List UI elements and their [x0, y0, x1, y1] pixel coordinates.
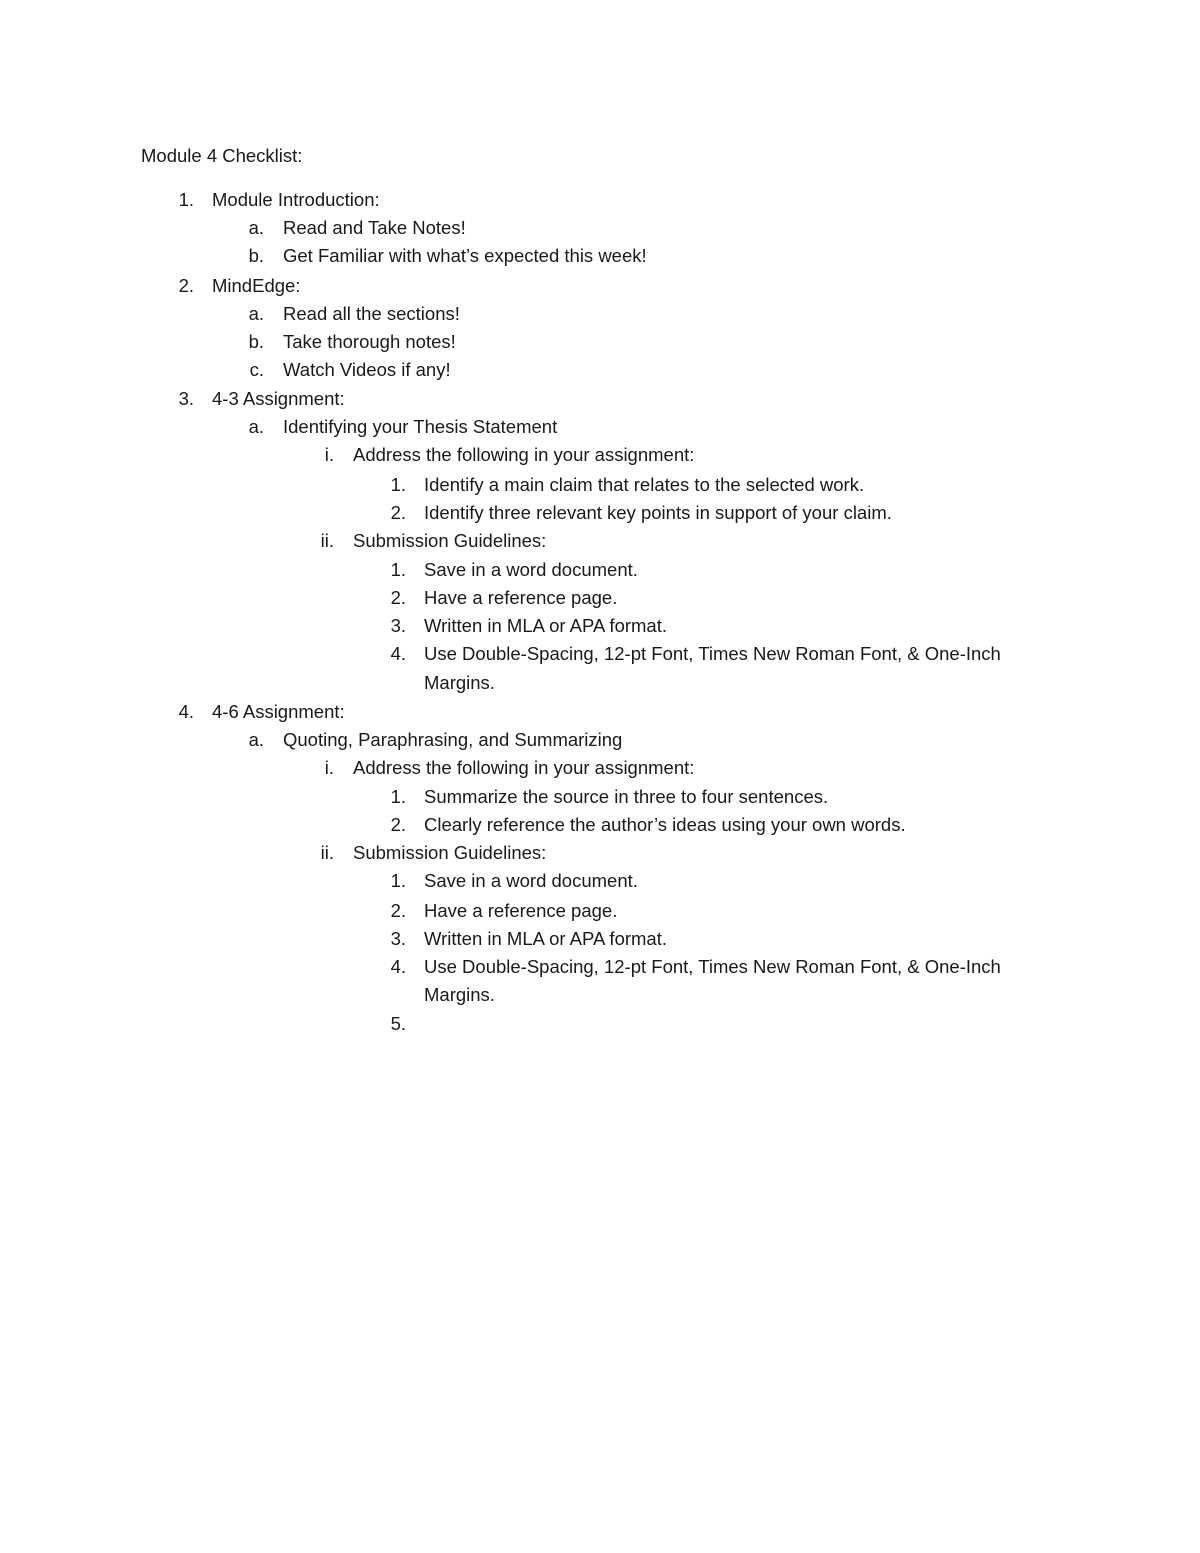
- list-item-text: 4-3 Assignment:: [212, 388, 345, 409]
- list-item-text: 4-6 Assignment:: [212, 701, 345, 722]
- list-item-text: Read all the sections!: [283, 303, 460, 324]
- list-item-text: Have a reference page.: [424, 900, 618, 921]
- list-item-text: Address the following in your assignment:: [353, 757, 695, 778]
- list-marker: 3.: [178, 388, 194, 409]
- list-marker: 2.: [390, 502, 406, 523]
- list-item-text: Written in MLA or APA format.: [424, 615, 667, 636]
- list-marker: ii.: [320, 530, 334, 551]
- list-item-text: Identify a main claim that relates to the selected work.: [424, 474, 865, 495]
- list-item-text: Submission Guidelines:: [353, 842, 547, 863]
- list-item-text: Clearly reference the author’s ideas using your own words.: [424, 814, 906, 835]
- list-marker: 3.: [390, 928, 406, 949]
- list-marker: 4.: [390, 956, 406, 977]
- list-item-text: Identifying your Thesis Statement: [283, 416, 558, 437]
- list-item-text: Use Double-Spacing, 12-pt Font, Times New Roman Font, & One-Inch: [424, 956, 1001, 977]
- list-item-text: Save in a word document.: [424, 870, 638, 891]
- list-item-text: Identify three relevant key points in support of your claim.: [424, 502, 892, 523]
- list-marker: a.: [248, 729, 264, 750]
- list-marker: b.: [248, 245, 264, 266]
- list-marker: c.: [249, 359, 264, 380]
- list-item-text: Margins.: [424, 672, 495, 693]
- list-item-text: Submission Guidelines:: [353, 530, 547, 551]
- list-item-text: Have a reference page.: [424, 587, 618, 608]
- list-item-text: Watch Videos if any!: [283, 359, 451, 380]
- list-item-text: MindEdge:: [212, 275, 301, 296]
- list-marker: 4.: [390, 643, 406, 664]
- list-marker: 1.: [390, 474, 406, 495]
- list-item-text: Quoting, Paraphrasing, and Summarizing: [283, 729, 623, 750]
- list-item-text: Save in a word document.: [424, 559, 638, 580]
- list-marker: 1.: [390, 559, 406, 580]
- list-item-text: Read and Take Notes!: [283, 217, 466, 238]
- list-marker: 2.: [390, 814, 406, 835]
- list-marker: a.: [248, 303, 264, 324]
- list-marker: i.: [324, 757, 334, 778]
- list-item-text: Margins.: [424, 984, 495, 1005]
- list-item-text: Module Introduction:: [212, 189, 380, 210]
- list-marker: 2.: [178, 275, 194, 296]
- list-marker: 1.: [390, 786, 406, 807]
- list-item-text: Use Double-Spacing, 12-pt Font, Times New Roman Font, & One-Inch: [424, 643, 1001, 664]
- list-marker: 1.: [390, 870, 406, 891]
- list-marker: 2.: [390, 587, 406, 608]
- list-marker: 1.: [178, 189, 194, 210]
- document-title: Module 4 Checklist:: [141, 145, 303, 166]
- list-marker: 4.: [178, 701, 194, 722]
- list-marker: b.: [248, 331, 264, 352]
- list-marker: 5.: [390, 1013, 406, 1034]
- list-item-text: Take thorough notes!: [283, 331, 456, 352]
- list-item-text: Get Familiar with what’s expected this week!: [283, 245, 647, 266]
- list-item-text: Written in MLA or APA format.: [424, 928, 667, 949]
- list-item-text: Summarize the source in three to four sentences.: [424, 786, 829, 807]
- list-marker: a.: [248, 416, 264, 437]
- list-marker: a.: [248, 217, 264, 238]
- list-item-text: Address the following in your assignment:: [353, 444, 695, 465]
- list-marker: ii.: [320, 842, 334, 863]
- list-marker: 3.: [390, 615, 406, 636]
- list-marker: 2.: [390, 900, 406, 921]
- list-marker: i.: [324, 444, 334, 465]
